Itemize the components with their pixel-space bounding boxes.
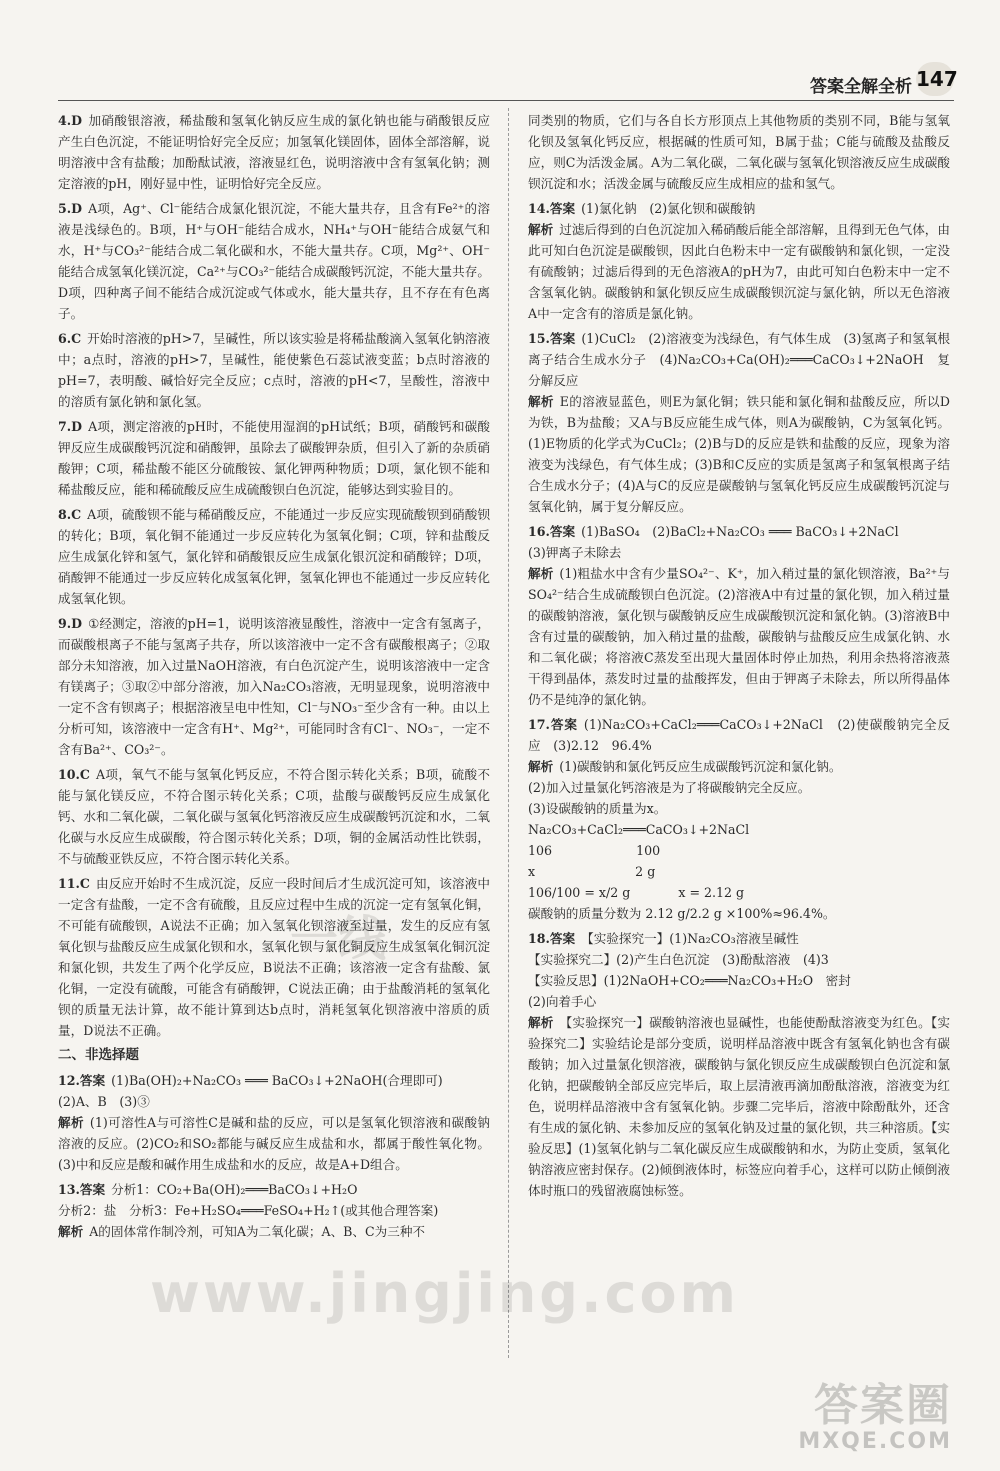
answer-text: (1)BaSO₄ (2)BaCl₂+Na₂CO₃ ═══ BaCO₃↓+2NaCl (581, 524, 899, 539)
item-text: A项，测定溶液的pH时，不能使用湿润的pH试纸；B项，硝酸钙和碳酸钾反应生成碳酸钙沉淀和硝酸钾，虽除去了碳酸钾杂质，但引入了新的杂质硝酸钾；C项，稀盐酸不能区分硫酸铵、氯化钾两种物质；D项，氯化钡不能和稀盐酸反应，能和稀硫酸反应生成硫酸钡白色沉淀，能够达到实验目的。 (58, 419, 490, 497)
analysis-label: 解析 (528, 566, 554, 581)
analysis-text: E的溶液显蓝色，则E为氯化铜；铁只能和氯化铜和盐酸反应，所以D为铁，B为盐酸；又A与B反应能生成气体，则A为碳酸钠，C为氢氧化钙。(1)E物质的化学式为CuCl₂；(2)B与D的反应是铁和盐酸的反应，现象为溶液变为浅绿色，有气体生成；(3)B和C反应的实质是氢离子和氢氧根离子结合生成水分子；(4)A与C的反应是碳酸钠与氢氧化钙反应生成碳酸钙沉淀与氢氧化钠，属于复分解反应。 (528, 394, 951, 514)
answer-item-4 (58, 110, 490, 194)
equation-line: x 2 g (528, 864, 656, 879)
analysis-label: 解析 (528, 222, 554, 237)
item-text: A项，Ag⁺、Cl⁻能结合成氯化银沉淀，不能大量共存，且含有Fe²⁺的溶液是浅绿色的。B项，H⁺与OH⁻能结合成水，NH₄⁺与OH⁻能结合成氨气和水，H⁺与CO₃²⁻能结合成二氧化碳和水，不能大量共存。C项，Mg²⁺、OH⁻能结合成氢氧化镁沉淀，Ca²⁺与CO₃²⁻能结合成碳酸钙沉淀，不能大量共存。D项，四种离子间不能结合成沉淀或气体或水，能大量共存，且不存在有色离子。 (58, 201, 490, 321)
analysis-label: 解析 (528, 394, 554, 409)
answer-text: 【实验反思】(1)2NaOH+CO₂═══Na₂CO₃+H₂O 密封 (528, 973, 851, 988)
answer-text: (1)氯化钠 (2)氯化钡和碳酸钠 (581, 201, 756, 216)
answer-item-16 (528, 521, 950, 710)
column-divider (508, 108, 509, 1358)
answer-text: 【实验探究二】(2)产生白色沉淀 (3)酚酞溶液 (4)3 (528, 952, 829, 967)
analysis-text: A的固体常作制冷剂，可知A为二氧化碳；A、B、C为三种不 (89, 1224, 426, 1239)
item-text: 由反应开始时不生成沉淀，反应一段时间后才生成沉淀可知，该溶液中一定含有盐酸，一定不含有硫酸，且反应过程中生成的沉淀一定有氢氧化铜，不可能有硫酸钡，A说法不正确；加入氢氧化钡溶液至过量，发生的反应有氢氧化钡与盐酸反应生成氯化钡和水，氢氧化钡与氯化铜反应生成氢氧化铜沉淀和氯化钡，共发生了两个化学反应，B说法不正确；该溶液一定含有盐酸、氯化铜，一定没有硫酸，可能含有硝酸钾，C说法正确；由于盐酸消耗的氢氧化钡的质量无法计算，故不能计算到达b点时，消耗氢氧化钡溶液中溶质的质量，D说法不正确。 (58, 876, 490, 1038)
watermark-text-2: 一线 (290, 911, 387, 967)
answer-text: (2)向着手心 (528, 994, 597, 1009)
item-number: 17.答案 (528, 717, 578, 732)
equation-line: 106 100 (528, 843, 661, 858)
analysis-label: 解析 (58, 1224, 84, 1239)
analysis-label: 解析 (528, 759, 554, 774)
answer-item-5 (58, 198, 490, 324)
right-column (528, 110, 950, 1205)
item-text: 开始时溶液的pH>7，呈碱性，所以该实验是将稀盐酸滴入氢氧化钠溶液中；a点时，溶液的pH>7，呈碱性，能使紫色石蕊试液变蓝；b点时溶液的pH=7，表明酸、碱恰好完全反应；c点时，溶液的pH<7，呈酸性，溶液中的溶质有氯化钠和氯化氢。 (58, 331, 490, 409)
analysis-line: (3)设碳酸钠的质量为x。 (528, 801, 667, 816)
page-header (0, 0, 1000, 110)
item-text: ①经测定，溶液的pH=1，说明该溶液显酸性，溶液中一定含有氢离子，而碳酸根离子不能与氢离子共存，所以该溶液中一定不含有碳酸根离子；②取部分未知溶液，加入过量NaOH溶液，有白色沉淀产生，说明该溶液中一定含有镁离子；③取②中部分溶液，加入Na₂CO₃溶液，无明显现象，说明溶液中一定不含有钡离子；根据溶液呈电中性知，Cl⁻与NO₃⁻至少含有一种。由以上分析可知，该溶液中一定含有H⁺、Mg²⁺，可能同时含有Cl⁻、NO₃⁻，一定不含有Ba²⁺、CO₃²⁻。 (58, 616, 490, 757)
answer-item-9 (58, 613, 490, 760)
answer-text: (1)Ba(OH)₂+Na₂CO₃ ═══ BaCO₃↓+2NaOH(合理即可) (111, 1073, 443, 1088)
item-number: 10.C (58, 767, 90, 782)
analysis-label: 解析 (528, 1015, 554, 1030)
analysis-line: (1)碳酸钠和氯化钙反应生成碳酸钙沉淀和氯化钠。 (559, 759, 842, 774)
watermark-text: www.jingjing.com (150, 1262, 739, 1325)
answer-item-18 (528, 928, 950, 1201)
item-text: A项，氧气不能与氢氧化钙反应，不符合图示转化关系；B项，硫酸不能与氯化镁反应，不符合图示转化关系；C项，盐酸与碳酸钙反应生成氯化钙、水和二氧化碳，二氧化碳与氢氧化钙溶液反应生成碳酸钙沉淀和水，二氧化碳与水反应生成碳酸，符合图示转化关系；D项，铜的金属活动性比铁弱，不与硫酸亚铁反应，不符合图示转化关系。 (58, 767, 490, 866)
item-number: 13.答案 (58, 1182, 106, 1197)
analysis-text: 【实验探究一】碳酸钠溶液也显碱性，也能使酚酞溶液变为红色。【实验探究二】实验结论是部分变质，说明样品溶液中既含有氢氧化钠也含有碳酸钠；加入过量氯化钡溶液，碳酸钠与氯化钡反应生成碳酸钡白色沉淀和氯化钠，把碳酸钠全部反应完毕后，取上层清液再滴加酚酞溶液，溶液变为红色，说明样品溶液中含有氢氧化钠。步骤二完毕后，溶液中除酚酞外，还含有生成的氯化钠、未参加反应的氢氧化钠及过量的氯化钡，共三种溶质。【实验反思】(1)氢氧化钠与二氧化碳反应生成碳酸钠和水，为防止变质，氢氧化钠溶液应密封保存。(2)倾倒液体时，标签应向着手心，这样可以防止倾倒液体时瓶口的残留液腐蚀标签。 (528, 1015, 950, 1198)
answer-text: (1)Na₂CO₃+CaCl₂═══CaCO₃↓+2NaCl (2)使碳酸钠完全反应 (3)2.12 96.4% (528, 717, 950, 753)
item-number: 5.D (58, 201, 83, 216)
analysis-line: (2)加入过量氯化钙溶液是为了将碳酸钠完全反应。 (528, 780, 811, 795)
answer-item-6 (58, 328, 490, 412)
item-number: 15.答案 (528, 331, 576, 346)
answer-item-13 (58, 1179, 490, 1242)
answer-text: 分析2：盐 分析3：Fe+H₂SO₄═══FeSO₄+H₂↑(或其他合理答案) (58, 1203, 439, 1218)
left-column (58, 110, 490, 1246)
answer-text: (1)CuCl₂ (2)溶液变为浅绿色，有气体生成 (3)氢离子和氢氧根离子结合生成水分子 (4)Na₂CO₃+Ca(OH)₂═══CaCO₃↓+2NaOH 复分解反应 (528, 331, 950, 388)
answer-text: 【实验探究一】(1)Na₂CO₃溶液呈碱性 (581, 931, 799, 946)
item-number: 7.D (58, 419, 83, 434)
item-text: 加硝酸银溶液，稀盐酸和氢氧化钠反应生成的氯化钠也能与硝酸银反应产生白色沉淀，不能证明恰好完全反应；加氢氧化镁固体，固体全部溶解，说明溶液中含有盐酸；加酚酞试液，溶液显红色，说明溶液中含有氢氧化钠；测定溶液的pH，刚好显中性，证明恰好完全反应。 (58, 113, 490, 191)
analysis-text: (1)粗盐水中含有少量SO₄²⁻、K⁺，加入稍过量的氯化钡溶液，Ba²⁺与SO₄²⁻结合生成硫酸钡白色沉淀。(2)溶液A中有过量的氯化钡，加入稍过量的碳酸钠溶液，氯化钡与碳酸钠反应生成碳酸钡沉淀和氯化钠。(3)溶液B中含有过量的碳酸钠，加入稍过量的盐酸，碳酸钠与盐酸反应生成氯化钠、水和二氧化碳；将溶液C蒸发至出现大量固体时停止加热，利用余热将溶液蒸干得到晶体，蒸发时过量的盐酸挥发，但由于钾离子未除去，所以所得晶体仍不是纯净的氯化钠。 (528, 566, 951, 707)
answer-item-10 (58, 764, 490, 869)
answer-text: (3)钾离子未除去 (528, 545, 622, 560)
item-number: 16.答案 (528, 524, 576, 539)
analysis-line: 碳酸钠的质量分数为 2.12 g/2.2 g ×100%≈96.4%。 (528, 906, 836, 921)
item-text: A项，硫酸钡不能与稀硝酸反应，不能通过一步反应实现硫酸钡到硝酸钡的转化；B项，氧化铜不能通过一步反应转化为氢氧化铜；C项，锌和盐酸反应生成氯化锌和氢气，氯化锌和硝酸银反应生成氯化银沉淀和硝酸锌；D项，硝酸钾不能通过一步反应转化成氢氧化钾，氢氧化钾也不能通过一步反应转化成氢氧化钡。 (58, 507, 490, 606)
section-title: 二、非选择题 (58, 1047, 139, 1063)
item-number: 12.答案 (58, 1073, 106, 1088)
answer-item-14 (528, 198, 950, 324)
answer-item-8 (58, 504, 490, 609)
answer-item-17 (528, 714, 950, 924)
item-number: 4.D (58, 113, 83, 128)
item-number: 8.C (58, 507, 82, 522)
answer-item-12 (58, 1070, 490, 1175)
answer-item-11 (58, 873, 490, 1041)
item-number: 6.C (58, 331, 82, 346)
item-number: 9.D (58, 616, 83, 631)
header-rule (58, 100, 954, 101)
continuation-text (528, 110, 950, 194)
page-number: 147 (916, 62, 954, 96)
equation-line: 106/100 = x/2 g x = 2.12 g (528, 885, 745, 900)
analysis-text: 同类别的物质，它们与各自长方形顶点上其他物质的类别不同，B能与氢氧化钡及氢氧化钙反应，根据碱的性质可知，B属于盐；C能与硫酸及盐酸反应，则C为活泼金属。A为二氧化碳，二氧化碳与氢氧化钡溶液反应生成碳酸钡沉淀和水；活泼金属与硫酸反应生成相应的盐和氢气。 (528, 113, 950, 191)
answer-text: (2)A、B (3)③ (58, 1094, 150, 1109)
item-number: 18.答案 (528, 931, 576, 946)
logo-url: MXQE.COM (798, 1429, 952, 1454)
answer-item-15 (528, 328, 950, 517)
equation-line: Na₂CO₃+CaCl₂═══CaCO₃↓+2NaCl (528, 822, 750, 837)
answer-item-7 (58, 416, 490, 500)
answer-text: 分析1：CO₂+Ba(OH)₂═══BaCO₃↓+H₂O (111, 1182, 358, 1197)
analysis-label: 解析 (58, 1115, 84, 1130)
analysis-text: (1)可溶性A与可溶性C是碱和盐的反应，可以是氢氧化钡溶液和碳酸钠溶液的反应。(2)CO₂和SO₂都能与碱反应生成盐和水，都属于酸性氧化物。(3)中和反应是酸和碱作用生成盐和水的反应，故是A+D组合。 (58, 1115, 491, 1172)
item-number: 14.答案 (528, 201, 576, 216)
header-title: 答案全解全析 (810, 77, 912, 97)
logo-text: 答案圈 (814, 1380, 952, 1431)
analysis-text: 过滤后得到的白色沉淀加入稀硝酸后能全部溶解，且得到无色气体，由此可知白色沉淀是碳酸钡，因此白色粉末中一定有碳酸钠和氯化钡，一定没有硫酸钠；过滤后得到的无色溶液A的pH为7，由此可知白色粉末中一定不含氢氧化钠。碳酸钠和氯化钡反应生成碳酸钡沉淀与氯化钠，所以无色溶液A中一定含有的溶质是氯化钠。 (528, 222, 951, 321)
item-number: 11.C (58, 876, 90, 891)
site-logo (772, 1382, 952, 1452)
